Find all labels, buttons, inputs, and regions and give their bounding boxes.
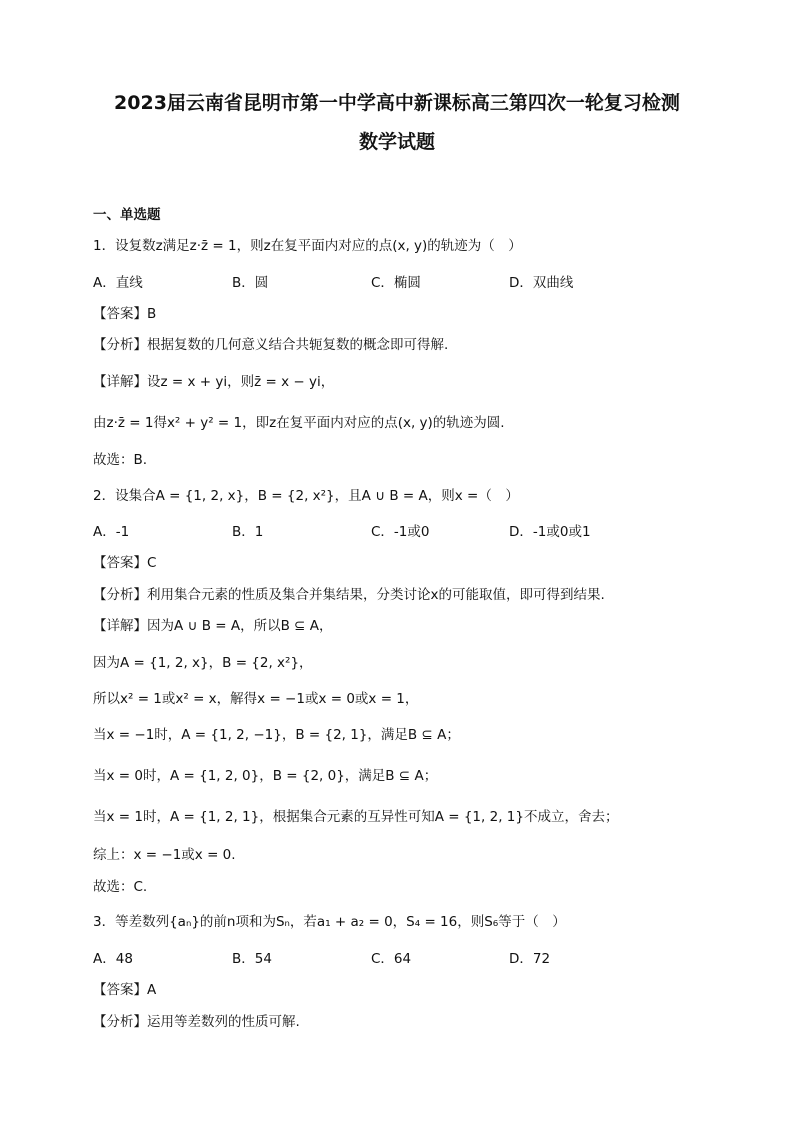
q1-answer: 【答案】B	[93, 306, 157, 322]
q1-detail-1: 【详解】设z = x + yi，则z̄ = x − yi，	[93, 374, 335, 390]
q3-answer: 【答案】A	[93, 982, 157, 998]
q1-stem: 1．设复数z满足z·z̄ = 1，则z在复平面内对应的点(x, y)的轨迹为（ ）	[93, 238, 522, 254]
q2-option-d: D．-1或0或1	[509, 524, 591, 540]
q1-detail-2: 由z·z̄ = 1得x² + y² = 1，即z在复平面内对应的点(x, y)的轨迹为圆.	[93, 415, 505, 431]
q2-choice: 故选：C.	[93, 879, 148, 895]
q1-option-b: B．圆	[232, 275, 269, 291]
document-subtitle: 数学试题	[358, 131, 435, 153]
q1-option-a: A．直线	[93, 275, 143, 291]
q2-analysis: 【分析】利用集合元素的性质及集合并集结果，分类讨论x的可能取值，即可得到结果.	[93, 587, 605, 603]
q2-option-a: A．-1	[93, 524, 130, 540]
section-heading: 一、单选题	[93, 207, 161, 223]
q2-answer: 【答案】C	[93, 555, 157, 571]
q2-detail-4: 当x = −1时，A = {1, 2, −1}，B = {2, 1}，满足B ⊆ A；	[93, 727, 460, 743]
q3-option-a: A．48	[93, 951, 133, 967]
q2-detail-5: 当x = 0时，A = {1, 2, 0}，B = {2, 0}，满足B ⊆ A；	[93, 768, 438, 784]
q2-detail-1: 【详解】因为A ∪ B = A，所以B ⊆ A，	[93, 618, 333, 634]
q2-detail-2: 因为A = {1, 2, x}，B = {2, x²}，	[93, 655, 313, 671]
q1-option-d: D．双曲线	[509, 275, 574, 291]
q2-stem: 2．设集合A = {1, 2, x}，B = {2, x²}，且A ∪ B = A，则x =（ ）	[93, 488, 519, 504]
q2-detail-6: 当x = 1时，A = {1, 2, 1}，根据集合元素的互异性可知A = {1, 2, 1}不成立，舍去；	[93, 809, 619, 825]
q2-detail-7: 综上：x = −1或x = 0.	[93, 847, 236, 863]
q3-option-c: C．64	[371, 951, 412, 967]
q3-stem: 3．等差数列{aₙ}的前n项和为Sₙ，若a₁ + a₂ = 0，S₄ = 16，则S₆等于（ ）	[93, 914, 566, 930]
q2-option-b: B．1	[232, 524, 264, 540]
q2-detail-3: 所以x² = 1或x² = x，解得x = −1或x = 0或x = 1，	[93, 691, 419, 707]
q1-choice: 故选：B.	[93, 452, 148, 468]
document-title: 2023届云南省昆明市第一中学高中新课标高三第四次一轮复习检测	[114, 92, 680, 114]
q1-analysis: 【分析】根据复数的几何意义结合共轭复数的概念即可得解.	[93, 337, 449, 353]
q3-option-b: B．54	[232, 951, 272, 967]
q3-option-d: D．72	[509, 951, 551, 967]
q3-analysis: 【分析】运用等差数列的性质可解.	[93, 1014, 300, 1030]
q1-option-c: C．椭圆	[371, 275, 421, 291]
q2-option-c: C．-1或0	[371, 524, 430, 540]
